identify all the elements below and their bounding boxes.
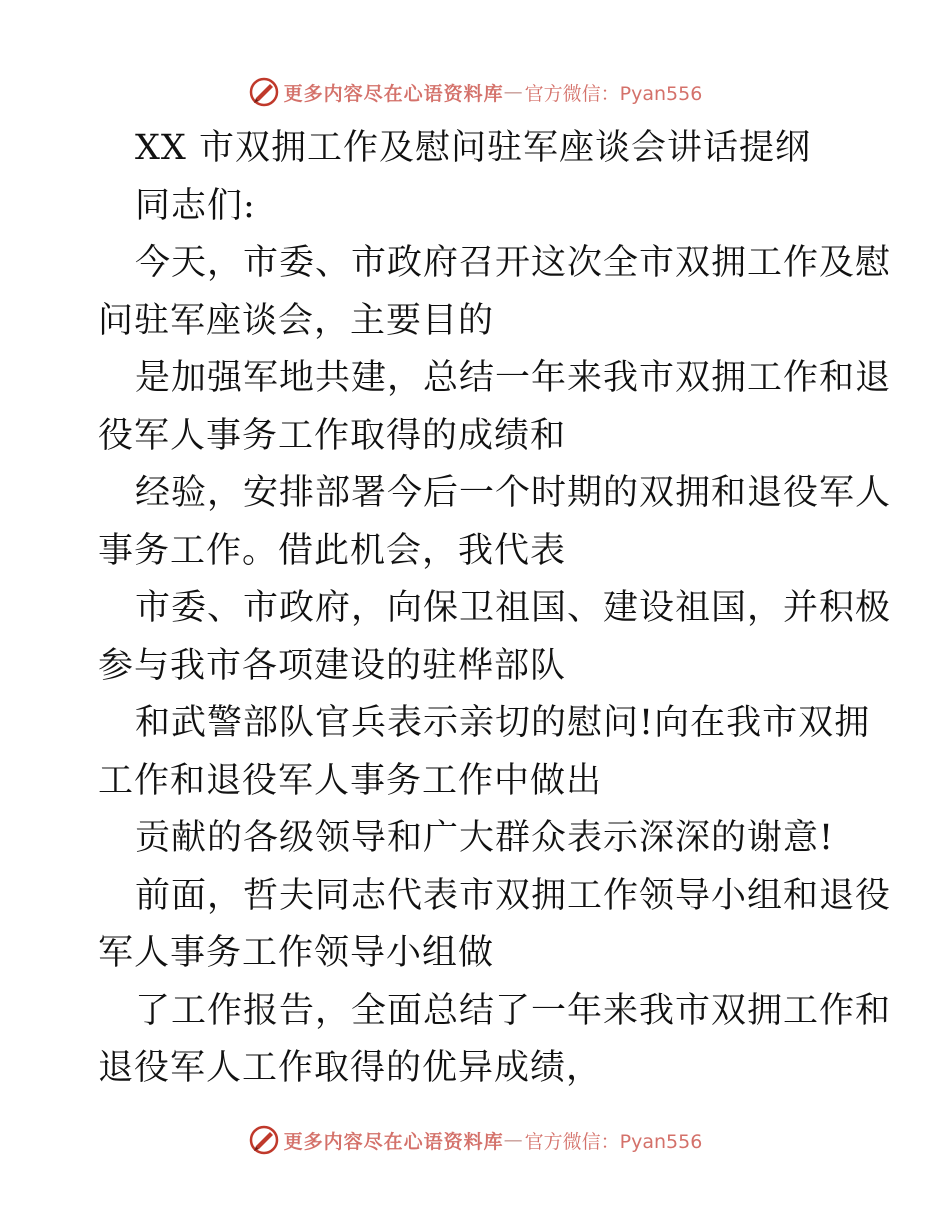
paragraph-line: 了工作报告，全面总结了一年来我市双拥工作和: [135, 990, 892, 1031]
footer-watermark: [0, 1118, 950, 1162]
paragraph-line: 参与我市各项建设的驻桦部队: [98, 645, 567, 686]
paragraph-line: 退役军人工作取得的优异成绩，: [98, 1048, 603, 1088]
paragraph-line: 贡献的各级领导和广大群众表示深深的谢意!: [135, 818, 835, 858]
paragraph-line: 和武警部队官兵表示亲切的慰问!向在我市双拥: [135, 703, 871, 743]
pen-logo-icon: [248, 1124, 280, 1156]
watermark-contact: 官方微信：Pyan556: [524, 1130, 703, 1153]
paragraph-line: 市委、市政府，向保卫祖国、建设祖国，并积极: [135, 588, 892, 628]
paragraph-line: 是加强军地共建，总结一年来我市双拥工作和退: [135, 358, 892, 398]
paragraph-line: 役军人事务工作取得的成绩和: [98, 415, 567, 456]
document-body: [98, 120, 892, 1098]
watermark-separator: —: [503, 81, 523, 103]
paragraph-line: 军人事务工作领导小组做: [98, 933, 495, 973]
paragraph-line: 前面，哲夫同志代表市双拥工作领导小组和退役: [135, 875, 892, 916]
salutation: 同志们:: [135, 185, 256, 226]
watermark-separator: —: [503, 1129, 523, 1151]
paragraph-line: 工作和退役军人事务工作中做出: [98, 760, 603, 801]
paragraph-line: 问驻军座谈会，主要目的: [98, 300, 495, 341]
document-title: XX 市双拥工作及慰问驻军座谈会讲话提纲: [135, 128, 811, 168]
header-watermark: [0, 70, 950, 114]
watermark-contact: 官方微信：Pyan556: [524, 82, 703, 105]
watermark-text: 更多内容尽在心语资料库: [283, 82, 504, 105]
watermark-text: 更多内容尽在心语资料库: [283, 1130, 504, 1153]
paragraph-line: 经验，安排部署今后一个时期的双拥和退役军人: [135, 473, 892, 513]
pen-logo-icon: [248, 76, 280, 108]
paragraph-line: 事务工作。借此机会，我代表: [98, 530, 567, 571]
paragraph-line: 今天，市委、市政府召开这次全市双拥工作及慰: [135, 243, 892, 283]
